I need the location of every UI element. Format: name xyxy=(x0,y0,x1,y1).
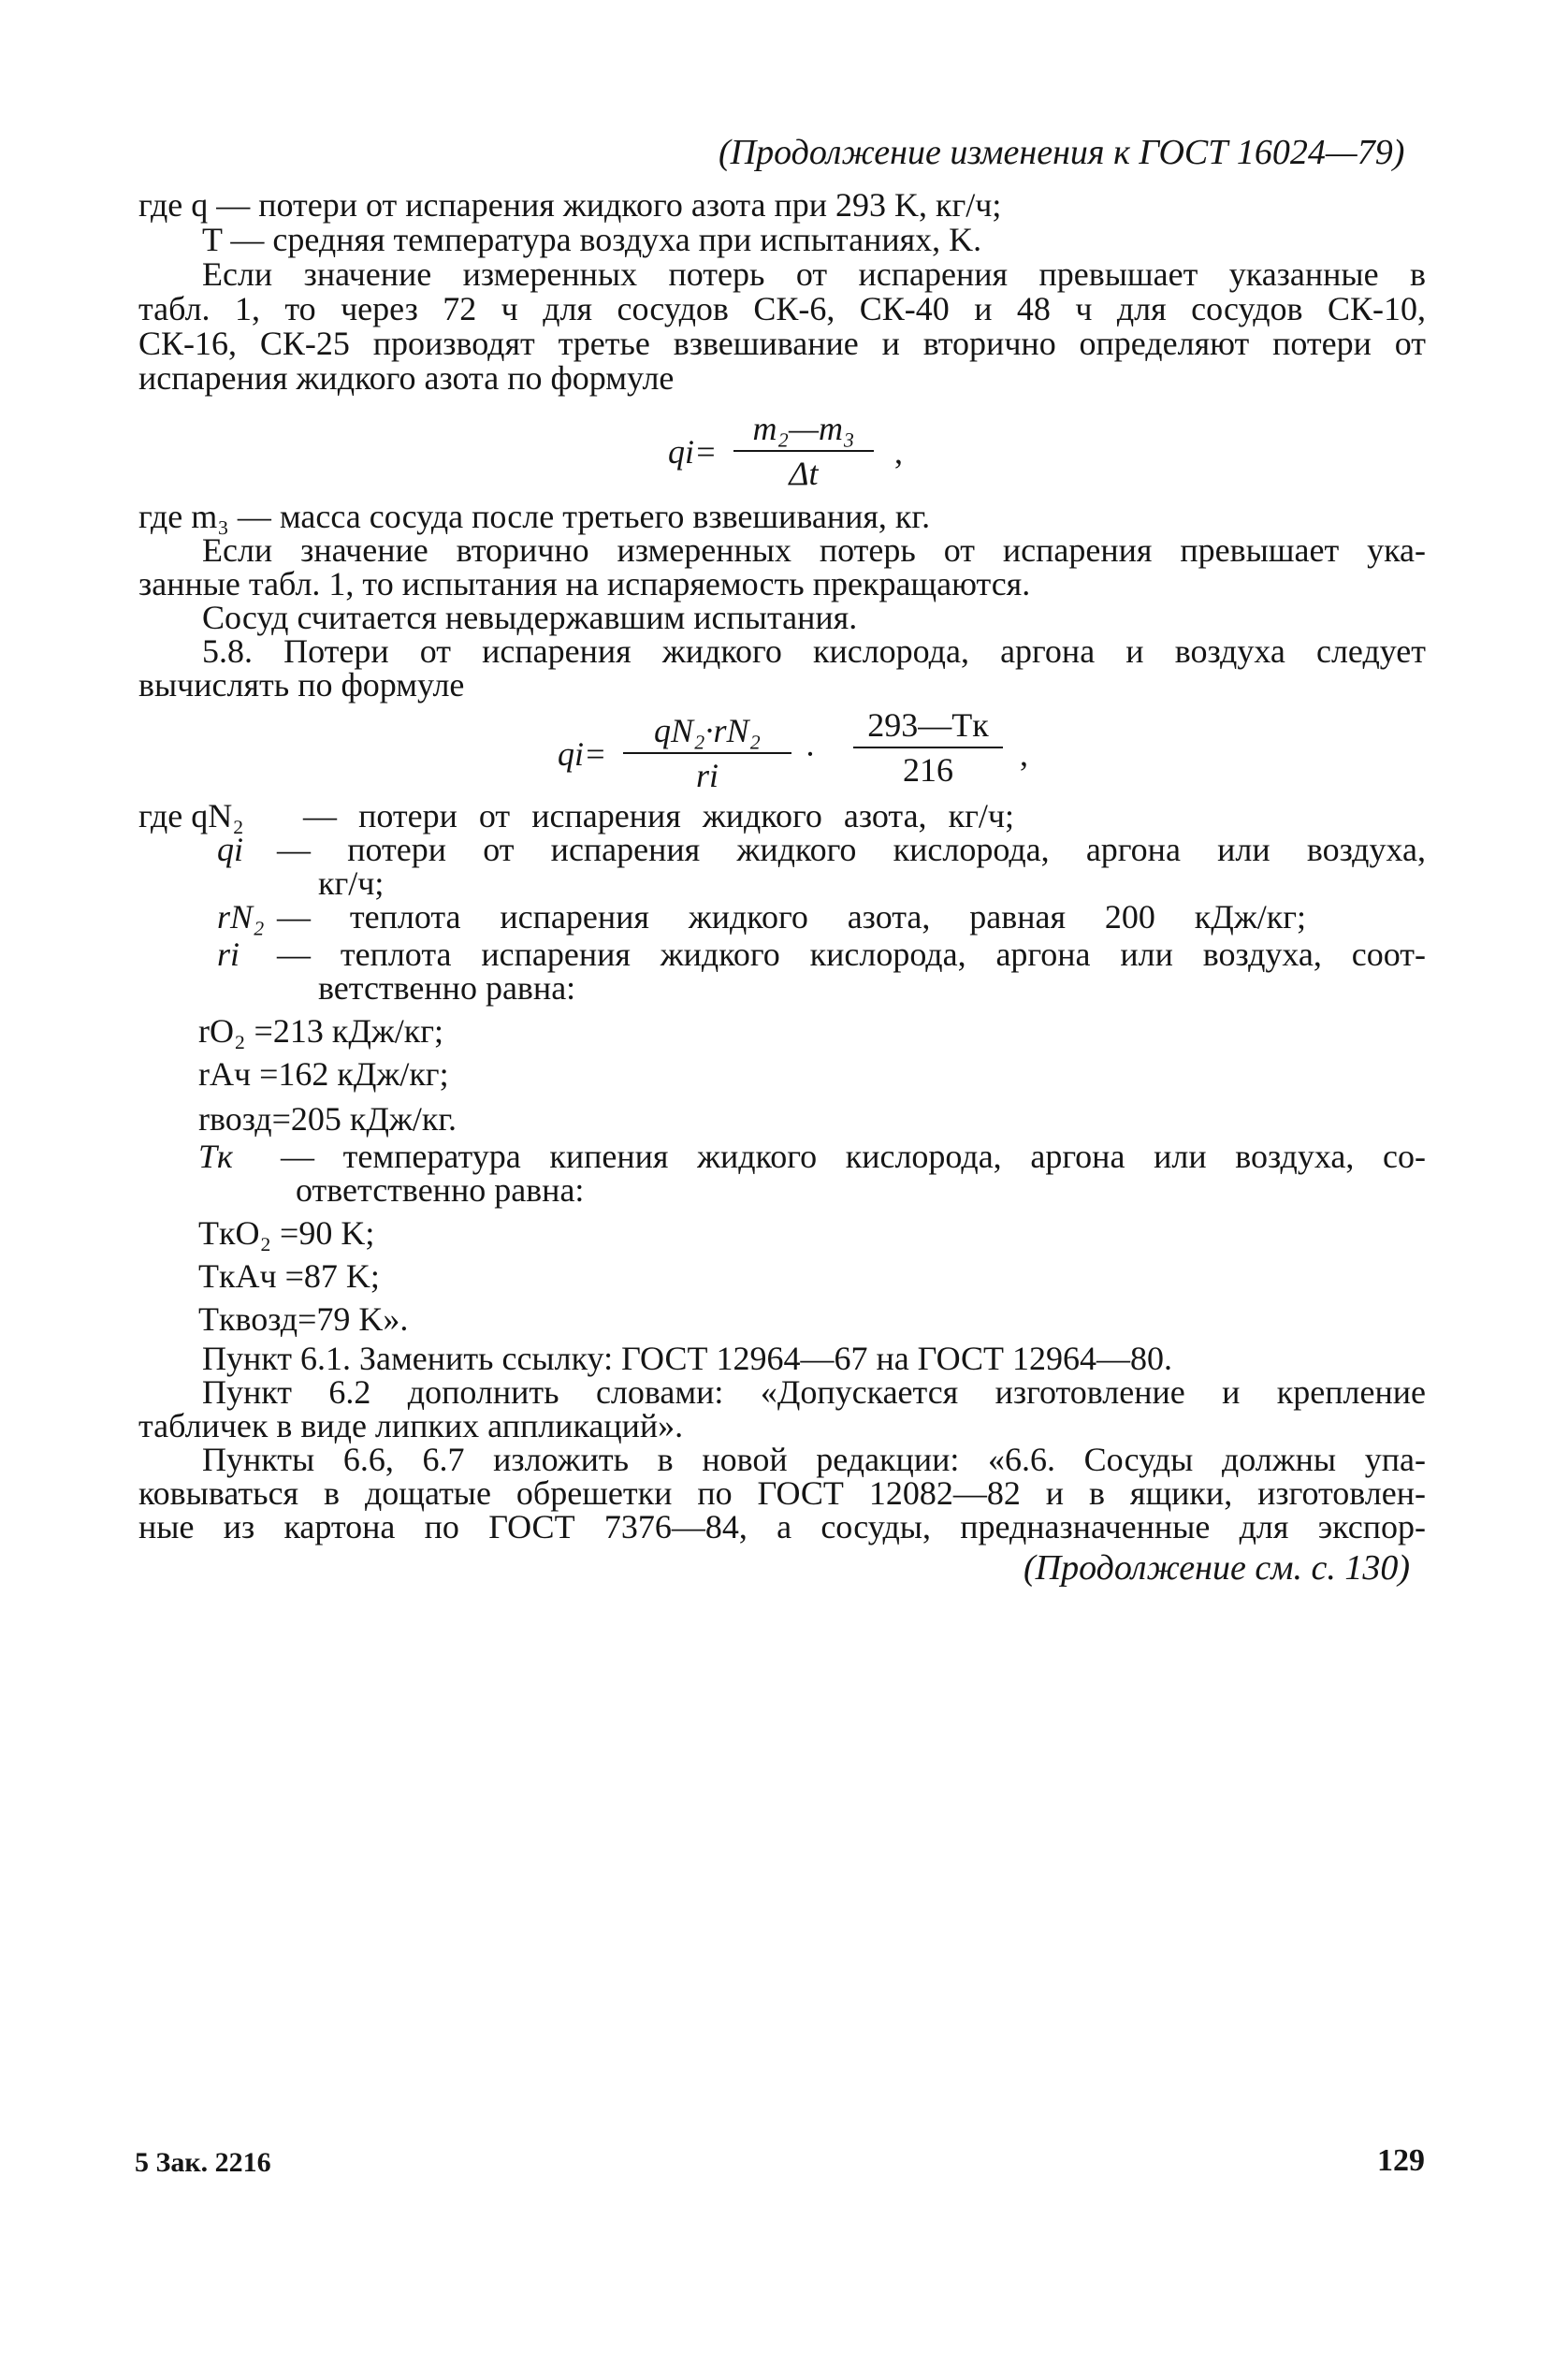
value-line: rAч =162 кДж/кг; xyxy=(198,1055,449,1093)
value-line: TкO₂ =90 K; xyxy=(198,1214,375,1252)
formula-numerator: qN₂·rN₂ xyxy=(653,712,762,749)
definition-symbol: qi xyxy=(217,831,244,868)
formula-lhs: qi= xyxy=(558,735,607,773)
page-header: (Продолжение изменения к ГОСТ 16024—79) xyxy=(719,133,1405,172)
formula-tail: , xyxy=(1020,735,1028,773)
value-line: rO₂ =213 кДж/кг; xyxy=(198,1012,444,1050)
formula-numerator: 293—Tк xyxy=(867,706,989,744)
paragraph-line: вычислять по формуле xyxy=(138,666,465,704)
formula-fraction xyxy=(853,705,1003,790)
paragraph-line: где m₃ — масса сосуда после третьего взвешивания, кг. xyxy=(138,498,931,535)
definition-text: — температура кипения жидкого кислорода, аргона или воздуха, со- xyxy=(281,1138,1426,1175)
paragraph-line: T — средняя температура воздуха при испытаниях, K. xyxy=(202,221,982,258)
paragraph-line: табличек в виде липких аппликаций». xyxy=(138,1407,684,1444)
paragraph-line: ные из картона по ГОСТ 7376—84, а сосуды, предназначенные для экспор- xyxy=(138,1508,1426,1545)
paragraph-line: Если значение измеренных потерь от испарения превышает указанные в xyxy=(202,255,1426,293)
value-line: TкAч =87 K; xyxy=(198,1257,380,1295)
continued-note: (Продолжение см. с. 130) xyxy=(1024,1548,1411,1588)
formula-fraction xyxy=(623,711,791,795)
paragraph-line: Пункты 6.6, 6.7 изложить в новой редакции: «6.6. Сосуды должны упа- xyxy=(202,1441,1426,1478)
paragraph-line: Пункт 6.2 дополнить словами: «Допускается изготовление и крепление xyxy=(202,1373,1426,1411)
paragraph-line: Сосуд считается невыдержавшим испытания. xyxy=(202,599,858,636)
formula-denominator: 216 xyxy=(903,751,953,789)
formula-tail: , xyxy=(894,433,903,471)
formula-denominator: ri xyxy=(695,757,719,794)
definition-symbol: где qN₂ xyxy=(138,797,244,834)
definition-text: — теплота испарения жидкого азота, равная 200 кДж/кг; xyxy=(277,898,1306,936)
definition-text: ветственно равна: xyxy=(318,969,576,1007)
definition-symbol: Tк xyxy=(198,1138,233,1175)
page-number: 129 xyxy=(1377,2143,1425,2178)
formula-fraction xyxy=(733,409,874,493)
formula-denominator: Δt xyxy=(789,455,819,492)
footer-order-number: 5 Зак. 2216 xyxy=(135,2147,271,2178)
definition-symbol: rN₂ xyxy=(217,898,265,936)
paragraph-line: СК-16, СК-25 производят третье взвешивание и вторично определяют потери от xyxy=(138,325,1426,362)
paragraph-line: ковываться в дощатые обрешетки по ГОСТ 12082—82 и в ящики, изготовлен- xyxy=(138,1474,1426,1512)
paragraph-line: занные табл. 1, то испытания на испаряемость прекращаются. xyxy=(138,565,1031,602)
definition-text: — теплота испарения жидкого кислорода, аргона или воздуха, соот- xyxy=(277,936,1426,973)
paragraph-line: Пункт 6.1. Заменить ссылку: ГОСТ 12964—67 на ГОСТ 12964—80. xyxy=(202,1340,1173,1377)
paragraph-line: где q — потери от испарения жидкого азота при 293 K, кг/ч; xyxy=(138,186,1002,224)
paragraph-line: испарения жидкого азота по формуле xyxy=(138,359,675,397)
definition-text: ответственно равна: xyxy=(296,1171,585,1209)
definition-text: кг/ч; xyxy=(318,864,385,902)
value-line: Tквозд=79 K». xyxy=(198,1300,409,1338)
formula-lhs: qi= xyxy=(668,433,718,471)
paragraph-line: табл. 1, то через 72 ч для сосудов СК-6, СК-40 и 48 ч для сосудов СК-10, xyxy=(138,290,1426,327)
formula-operator: · xyxy=(805,735,816,773)
formula-numerator: m₂—m₃ xyxy=(752,410,855,447)
value-line: rвозд=205 кДж/кг. xyxy=(198,1100,457,1138)
paragraph-line: 5.8. Потери от испарения жидкого кислорода, аргона и воздуха следует xyxy=(202,632,1426,670)
definition-symbol: ri xyxy=(217,936,240,973)
definition-text: — потери от испарения жидкого азота, кг/ч; xyxy=(303,797,1014,834)
paragraph-line: Если значение вторично измеренных потерь от испарения превышает ука- xyxy=(202,531,1426,569)
definition-text: — потери от испарения жидкого кислорода, аргона или воздуха, xyxy=(277,831,1426,868)
